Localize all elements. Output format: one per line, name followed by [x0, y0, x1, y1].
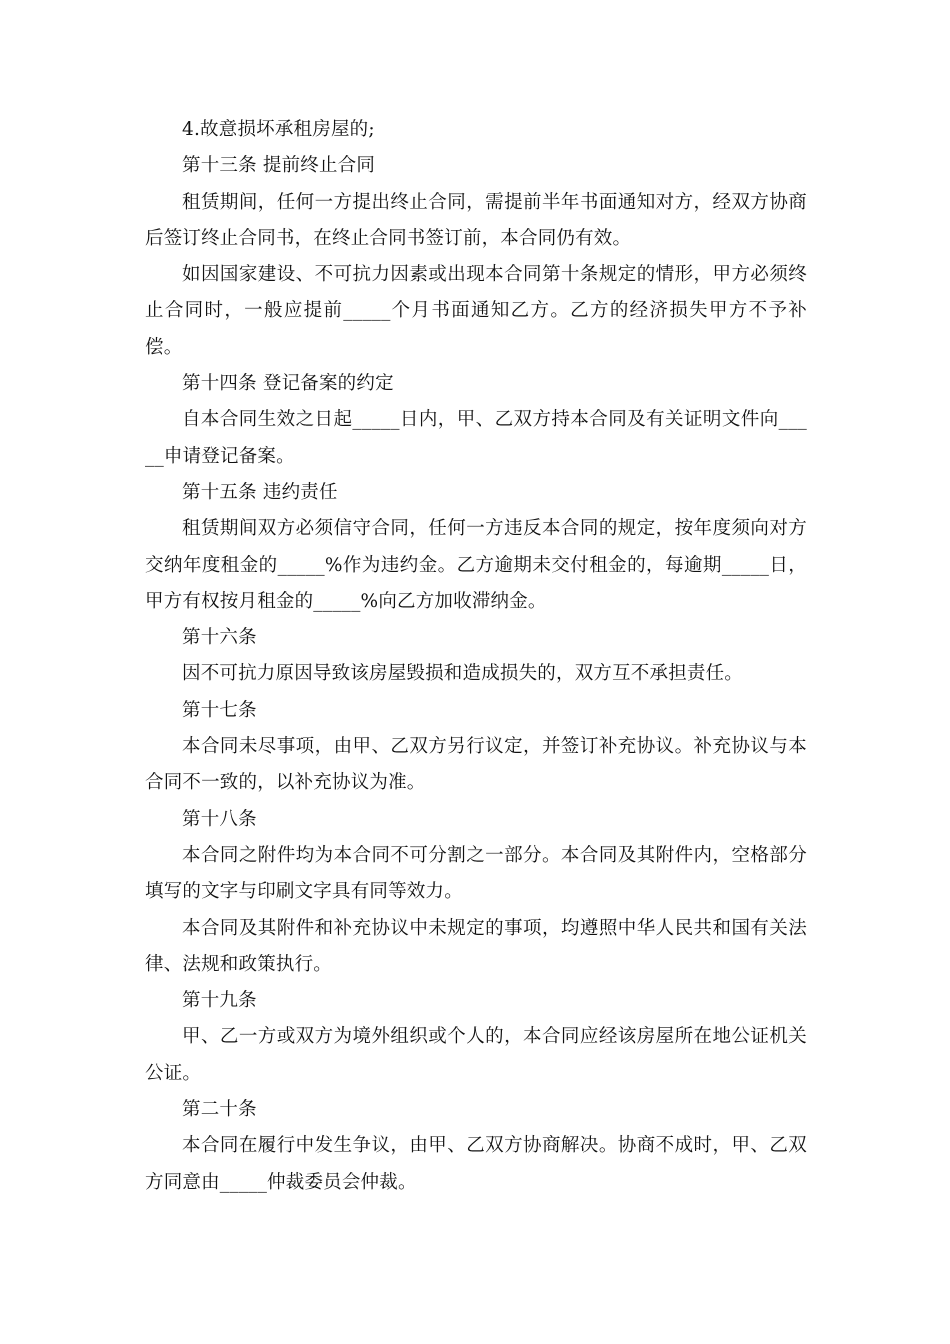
article-13-paragraph-1: 租赁期间，任何一方提出终止合同，需提前半年书面通知对方，经双方协商后签订终止合同书，在终止合同书签订前，本合同仍有效。 — [145, 191, 807, 249]
article-14-heading: 第十四条 登记备案的约定 — [182, 373, 394, 395]
article-16-heading: 第十六条 — [182, 627, 257, 649]
article-20-heading: 第二十条 — [182, 1099, 257, 1121]
article-13-paragraph-2: 如因国家建设、不可抗力因素或出现本合同第十条规定的情形，甲方必须终止合同时，一般应提前_____个月书面通知乙方。乙方的经济损失甲方不予补偿。 — [145, 264, 807, 358]
clause-item-4: 4.故意损坏承租房屋的; — [182, 119, 375, 140]
article-15-paragraph: 租赁期间双方必须信守合同，任何一方违反本合同的规定，按年度须向对方交纳年度租金的_____%作为违约金。乙方逾期未交付租金的，每逾期_____日，甲方有权按月租金的_____%向乙方加收滞纳金。 — [145, 518, 807, 612]
article-14-paragraph: 自本合同生效之日起_____日内，甲、乙双方持本合同及有关证明文件向_____申请登记备案。 — [145, 409, 807, 467]
article-17-heading: 第十七条 — [182, 699, 257, 721]
article-18-paragraph-1: 本合同之附件均为本合同不可分割之一部分。本合同及其附件内，空格部分填写的文字与印刷文字具有同等效力。 — [145, 844, 807, 903]
article-16-paragraph: 因不可抗力原因导致该房屋毁损和造成损失的，双方互不承担责任。 — [182, 663, 744, 685]
article-15-heading: 第十五条 违约责任 — [182, 481, 338, 503]
article-19-paragraph: 甲、乙一方或双方为境外组织或个人的，本合同应经该房屋所在地公证机关公证。 — [145, 1026, 807, 1084]
article-18-heading: 第十八条 — [182, 808, 257, 830]
document-body — [145, 112, 807, 1201]
article-13-heading: 第十三条 提前终止合同 — [182, 155, 376, 177]
article-19-heading: 第十九条 — [182, 990, 257, 1012]
article-20-paragraph: 本合同在履行中发生争议，由甲、乙双方协商解决。协商不成时，甲、乙双方同意由_____仲裁委员会仲裁。 — [145, 1135, 807, 1193]
article-17-paragraph: 本合同未尽事项，由甲、乙双方另行议定，并签订补充协议。补充协议与本合同不一致的，以补充协议为准。 — [145, 736, 807, 794]
article-18-paragraph-2: 本合同及其附件和补充协议中未规定的事项，均遵照中华人民共和国有关法律、法规和政策执行。 — [145, 917, 807, 975]
